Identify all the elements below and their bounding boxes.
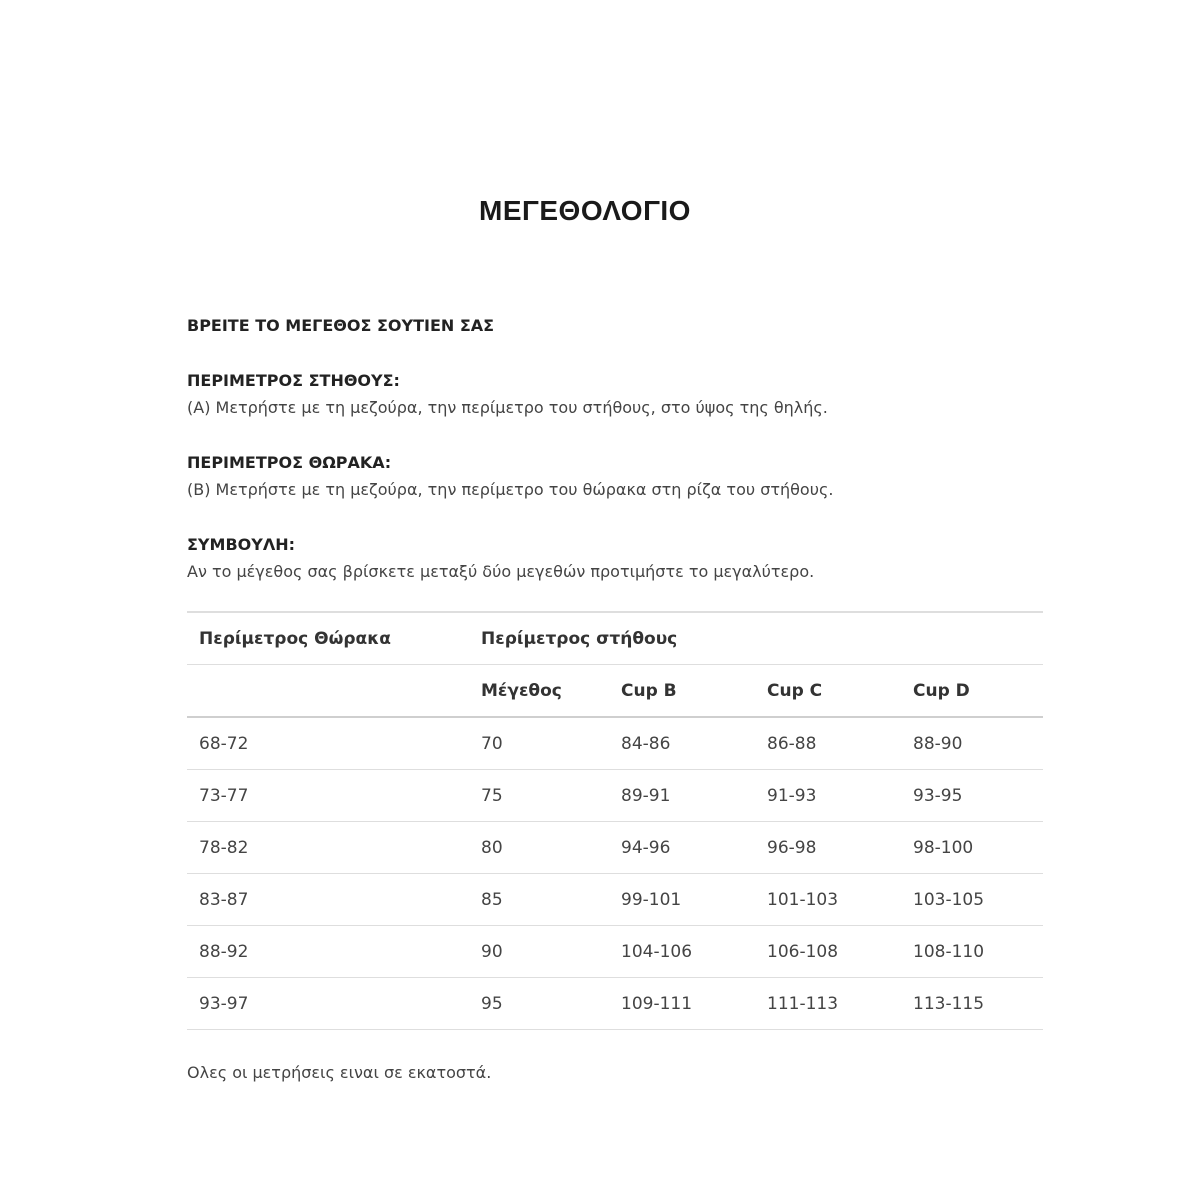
section-text: Αν το μέγεθος σας βρίσκετε μεταξύ δύο μεγεθών προτιμήστε το μεγαλύτερο.: [187, 562, 815, 581]
table-row: [187, 978, 1043, 1030]
cell-cup-b: 99-101: [609, 874, 755, 926]
cell-cup-c: 106-108: [755, 926, 901, 978]
footer-note: Ολες οι μετρήσεις ειναι σε εκατοστά.: [187, 1063, 492, 1082]
cell-underbust: 88-92: [187, 926, 469, 978]
instructions: [187, 313, 1043, 585]
header-underbust: Περίμετρος Θώρακα: [187, 612, 469, 665]
section-heading: ΠΕΡΙΜΕΤΡΟΣ ΘΩΡΑΚΑ:: [187, 453, 392, 472]
cell-cup-c: 96-98: [755, 822, 901, 874]
section-text: (A) Μετρήστε με τη μεζούρα, την περίμετρο του στήθους, στο ύψος της θηλής.: [187, 398, 828, 417]
cell-cup-c: 86-88: [755, 717, 901, 770]
table-row: [187, 874, 1043, 926]
sub-header-cup-b: Cup B: [609, 665, 755, 718]
cell-cup-d: 98-100: [901, 822, 1043, 874]
cell-cup-d: 108-110: [901, 926, 1043, 978]
cell-underbust: 68-72: [187, 717, 469, 770]
cell-underbust: 93-97: [187, 978, 469, 1030]
cell-underbust: 73-77: [187, 770, 469, 822]
page-title: ΜΕΓΕΘΟΛΟΓΙΟ: [479, 195, 691, 226]
header-bust: Περίμετρος στήθους: [469, 612, 1043, 665]
cell-cup-d: 103-105: [901, 874, 1043, 926]
section-heading: ΠΕΡΙΜΕΤΡΟΣ ΣΤΗΘΟΥΣ:: [187, 371, 400, 390]
section-underbust: [187, 450, 1043, 503]
sub-header-cup-d: Cup D: [901, 665, 1043, 718]
cell-cup-c: 91-93: [755, 770, 901, 822]
cell-underbust: 83-87: [187, 874, 469, 926]
section-heading: ΒΡΕΙΤΕ ΤΟ ΜΕΓΕΘΟΣ ΣΟΥΤΙΕΝ ΣΑΣ: [187, 316, 495, 335]
cell-cup-c: 111-113: [755, 978, 901, 1030]
cell-size: 70: [469, 717, 609, 770]
section-heading: ΣΥΜΒΟΥΛΗ:: [187, 535, 295, 554]
sub-header-size: Μέγεθος: [469, 665, 609, 718]
cell-size: 75: [469, 770, 609, 822]
cell-size: 80: [469, 822, 609, 874]
table-row: [187, 926, 1043, 978]
cell-size: 90: [469, 926, 609, 978]
cell-cup-c: 101-103: [755, 874, 901, 926]
section-text: (B) Μετρήστε με τη μεζούρα, την περίμετρο του θώρακα στη ρίζα του στήθους.: [187, 480, 834, 499]
section-bust: [187, 368, 1043, 421]
cell-cup-d: 88-90: [901, 717, 1043, 770]
cell-cup-d: 113-115: [901, 978, 1043, 1030]
cell-cup-b: 109-111: [609, 978, 755, 1030]
cell-size: 95: [469, 978, 609, 1030]
cell-cup-b: 94-96: [609, 822, 755, 874]
table-row: [187, 770, 1043, 822]
cell-size: 85: [469, 874, 609, 926]
section-find-size: [187, 313, 1043, 339]
table-group-header: [187, 612, 1043, 665]
cell-cup-b: 84-86: [609, 717, 755, 770]
cell-underbust: 78-82: [187, 822, 469, 874]
size-table: [187, 611, 1043, 1030]
sub-header-cup-c: Cup C: [755, 665, 901, 718]
table-row: [187, 822, 1043, 874]
sub-header-empty: [187, 665, 469, 718]
table-row: [187, 717, 1043, 770]
cell-cup-d: 93-95: [901, 770, 1043, 822]
cell-cup-b: 89-91: [609, 770, 755, 822]
cell-cup-b: 104-106: [609, 926, 755, 978]
table-sub-header: [187, 665, 1043, 718]
section-tip: [187, 532, 1043, 585]
